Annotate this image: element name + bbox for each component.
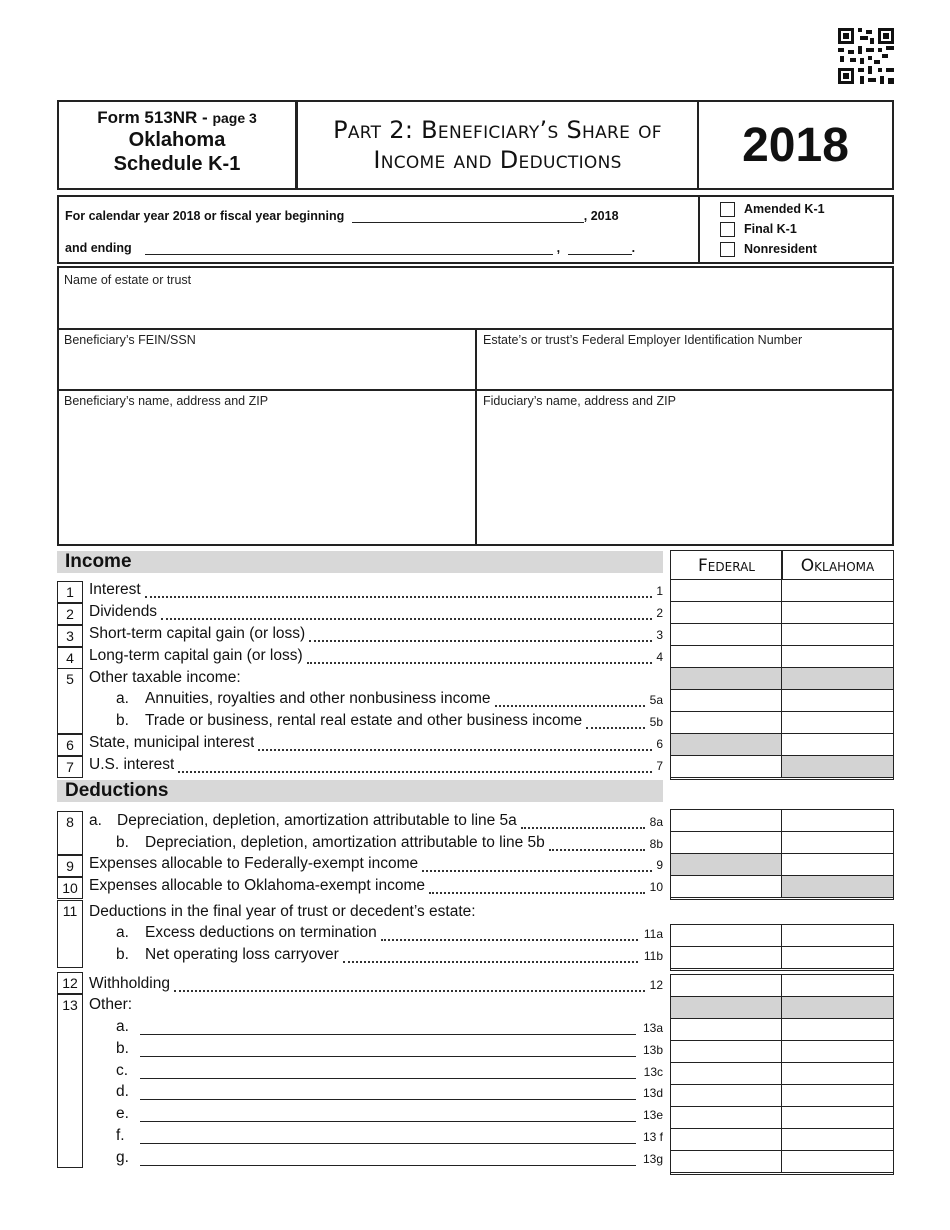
part-title-line2: Income and Deductions: [373, 146, 622, 174]
line-ref: 5b: [649, 715, 663, 729]
amount-grid: [670, 974, 894, 1175]
oklahoma-amount-field[interactable]: [782, 925, 893, 947]
leader-dots: [521, 827, 645, 829]
status-checkboxes: [698, 195, 894, 264]
leader-dots: [174, 990, 645, 992]
line-ref: 7: [656, 759, 663, 773]
line-ref: 11a: [643, 927, 663, 941]
line-sub-label: b.: [116, 946, 129, 963]
other-description-field[interactable]: [140, 1056, 636, 1057]
line-ref: 8a: [649, 815, 663, 829]
other-sub-label: f.: [116, 1127, 125, 1144]
federal-amount-field[interactable]: [671, 624, 782, 646]
line-text: State, municipal interest: [89, 734, 255, 751]
federal-amount-field[interactable]: [671, 1129, 782, 1151]
other-sub-label: b.: [116, 1039, 129, 1057]
leader-dots: [309, 640, 652, 642]
line-ref: 12: [649, 978, 663, 992]
income-section-title: Income: [57, 551, 663, 573]
federal-amount-field[interactable]: [671, 876, 782, 898]
line-number: 3: [57, 625, 83, 647]
line-ref: 13c: [643, 1064, 663, 1079]
leader-dots: [307, 662, 652, 664]
line-number: 12: [57, 972, 83, 994]
leader-dots: [495, 705, 645, 707]
federal-amount-field[interactable]: [671, 1041, 782, 1063]
period-begin-field[interactable]: [352, 210, 584, 223]
line-ref: 4: [656, 650, 663, 664]
other-sub-label: c.: [116, 1061, 129, 1079]
leader-dots: [343, 961, 638, 963]
oklahoma-amount-field[interactable]: [782, 854, 893, 876]
federal-amount-field: [671, 997, 782, 1019]
line-ref: 2: [656, 606, 663, 620]
line-sub-label: b.: [116, 834, 129, 851]
oklahoma-amount-field[interactable]: [782, 1063, 893, 1085]
identification-block: [57, 266, 894, 546]
federal-amount-field[interactable]: [671, 602, 782, 624]
line-ref: 10: [649, 880, 663, 894]
line-sub-label: b.: [116, 712, 129, 729]
line-text: Excess deductions on termination: [145, 924, 377, 941]
line-ref: 13e: [642, 1108, 663, 1123]
line-sub-label: a.: [116, 690, 129, 707]
line-text: Other taxable income:: [89, 669, 241, 686]
line-ref: 6: [656, 737, 663, 751]
federal-amount-field[interactable]: [671, 925, 782, 947]
other-sub-label: e.: [116, 1105, 129, 1123]
line-text: Annuities, royalties and other nonbusiness income: [145, 690, 491, 707]
line-ref: 11b: [643, 949, 663, 963]
federal-amount-field[interactable]: [671, 947, 782, 969]
line-number: 10: [57, 877, 83, 899]
line-ref: 13d: [642, 1086, 663, 1101]
line-ref: 3: [656, 628, 663, 642]
oklahoma-amount-field[interactable]: [782, 624, 893, 646]
federal-amount-field[interactable]: [671, 646, 782, 668]
period-end-comma: ,: [556, 241, 561, 255]
federal-amount-field[interactable]: [671, 1063, 782, 1085]
line-text: Interest: [89, 581, 141, 598]
leader-dots: [178, 771, 652, 773]
leader-dots: [586, 727, 645, 729]
final-label: Final K-1: [744, 222, 797, 236]
line-sub-label: a.: [116, 924, 129, 941]
line-text: Depreciation, depletion, amortization attributable to line 5b: [145, 834, 545, 851]
federal-amount-field[interactable]: [671, 580, 782, 602]
estate-name-label: Name of estate or trust: [64, 273, 192, 287]
other-description-field[interactable]: [140, 1143, 636, 1144]
period-begin-label: For calendar year 2018 or fiscal year beginning: [65, 209, 345, 223]
other-description-field[interactable]: [140, 1165, 636, 1166]
beneficiary-address-label: Beneficiary’s name, address and ZIP: [64, 394, 269, 408]
state-name: Oklahoma: [128, 129, 226, 151]
federal-amount-field[interactable]: [671, 712, 782, 734]
schedule-name: Schedule K-1: [113, 153, 241, 175]
oklahoma-amount-field[interactable]: [782, 734, 893, 756]
federal-amount-field[interactable]: [671, 810, 782, 832]
line-text: Other:: [89, 996, 133, 1013]
oklahoma-column-header: Oklahoma: [781, 550, 894, 580]
line-number: 6: [57, 734, 83, 756]
line-ref: 13 f: [642, 1130, 663, 1144]
leader-dots: [549, 849, 645, 851]
line-ref: 13a: [642, 1021, 663, 1035]
oklahoma-amount-field: [782, 997, 893, 1019]
final-checkbox[interactable]: [720, 222, 735, 237]
amount-grid: [670, 924, 894, 971]
line-number: 5: [57, 668, 83, 734]
part-title: [296, 100, 699, 190]
period-end-field[interactable]: [145, 242, 553, 255]
oklahoma-amount-field[interactable]: [782, 1041, 893, 1063]
federal-amount-field[interactable]: [671, 756, 782, 778]
line-ref: 13b: [642, 1042, 663, 1057]
tax-period-block: [57, 195, 700, 264]
amended-checkbox[interactable]: [720, 202, 735, 217]
line-number: 2: [57, 603, 83, 625]
amount-grid: [670, 809, 894, 900]
line-text: U.S. interest: [89, 756, 175, 773]
federal-amount-field[interactable]: [671, 975, 782, 997]
leader-dots: [422, 870, 652, 872]
period-begin-year: , 2018: [583, 209, 619, 223]
other-sub-label: a.: [116, 1018, 129, 1035]
line-text: Long-term capital gain (or loss): [89, 647, 303, 664]
oklahoma-amount-field: [782, 756, 893, 778]
federal-amount-field[interactable]: [671, 690, 782, 712]
deductions-section-title: Deductions: [57, 780, 663, 802]
oklahoma-amount-field[interactable]: [782, 975, 893, 997]
line-number: 1: [57, 581, 83, 603]
tax-year: 2018: [697, 100, 894, 190]
amount-grid: [670, 579, 894, 780]
federal-amount-field: [671, 668, 782, 690]
nonresident-checkbox[interactable]: [720, 242, 735, 257]
part-title-line1: Part 2: Beneficiary’s Share of: [333, 116, 662, 144]
nonresident-label: Nonresident: [744, 242, 817, 256]
line-text: Short-term capital gain (or loss): [89, 625, 306, 642]
line-text: Net operating loss carryover: [145, 946, 339, 963]
leader-dots: [161, 618, 652, 620]
oklahoma-amount-field[interactable]: [782, 690, 893, 712]
beneficiary-fein-label: Beneficiary’s FEIN/SSN: [64, 333, 196, 347]
oklahoma-amount-field: [782, 876, 893, 898]
oklahoma-amount-field[interactable]: [782, 1085, 893, 1107]
line-number: 11: [57, 900, 83, 968]
line-text: Expenses allocable to Oklahoma-exempt income: [89, 877, 426, 894]
period-end-label: and ending: [65, 241, 132, 255]
form-title-block: [57, 100, 297, 190]
line-number: 8: [57, 811, 83, 855]
line-text: Withholding: [89, 975, 170, 992]
qr-code-icon: [838, 28, 894, 84]
line-number: 7: [57, 756, 83, 778]
oklahoma-amount-field[interactable]: [782, 646, 893, 668]
oklahoma-amount-field[interactable]: [782, 1129, 893, 1151]
oklahoma-amount-field[interactable]: [782, 1151, 893, 1173]
line-sub-label: a.: [89, 812, 102, 829]
leader-dots: [429, 892, 645, 894]
oklahoma-amount-field[interactable]: [782, 712, 893, 734]
oklahoma-amount-field[interactable]: [782, 810, 893, 832]
federal-amount-field[interactable]: [671, 1085, 782, 1107]
federal-amount-field[interactable]: [671, 1019, 782, 1041]
line-text: Expenses allocable to Federally-exempt income: [89, 855, 419, 872]
oklahoma-amount-field: [782, 668, 893, 690]
period-end-year-field[interactable]: [568, 242, 632, 255]
other-description-field[interactable]: [140, 1034, 636, 1035]
line-number: 13: [57, 994, 83, 1168]
federal-amount-field: [671, 734, 782, 756]
federal-column-header: Federal: [670, 550, 783, 580]
other-description-field[interactable]: [140, 1078, 636, 1079]
line-text: Trade or business, rental real estate and other business income: [145, 712, 583, 729]
line-ref: 9: [656, 858, 663, 872]
federal-amount-field: [671, 854, 782, 876]
line-text: Deductions in the final year of trust or decedent’s estate:: [89, 903, 476, 920]
leader-dots: [258, 749, 652, 751]
line-ref: 1: [656, 584, 663, 598]
line-number: 9: [57, 855, 83, 877]
line-ref: 8b: [649, 837, 663, 851]
other-description-field[interactable]: [140, 1121, 636, 1122]
oklahoma-amount-field[interactable]: [782, 1107, 893, 1129]
fiduciary-address-label: Fiduciary’s name, address and ZIP: [483, 394, 676, 408]
oklahoma-amount-field[interactable]: [782, 602, 893, 624]
period-end-period: .: [631, 241, 636, 255]
line-text: Dividends: [89, 603, 158, 620]
line-ref: 5a: [649, 693, 663, 707]
line-text: Depreciation, depletion, amortization attributable to line 5a: [117, 812, 517, 829]
oklahoma-amount-field[interactable]: [782, 1019, 893, 1041]
estate-fein-label: Estate’s or trust’s Federal Employer Identification Number: [483, 333, 803, 347]
amended-label: Amended K-1: [744, 202, 825, 216]
leader-dots: [381, 939, 638, 941]
form-name: Form 513NR - page 3: [97, 108, 257, 127]
other-sub-label: g.: [116, 1148, 129, 1166]
oklahoma-amount-field[interactable]: [782, 947, 893, 969]
federal-amount-field[interactable]: [671, 1151, 782, 1173]
oklahoma-amount-field[interactable]: [782, 580, 893, 602]
line-number: 4: [57, 647, 83, 669]
oklahoma-amount-field[interactable]: [782, 832, 893, 854]
other-description-field[interactable]: [140, 1099, 636, 1100]
line-ref: 13g: [642, 1151, 663, 1166]
federal-amount-field[interactable]: [671, 1107, 782, 1129]
federal-amount-field[interactable]: [671, 832, 782, 854]
leader-dots: [145, 596, 652, 598]
other-sub-label: d.: [116, 1083, 129, 1101]
